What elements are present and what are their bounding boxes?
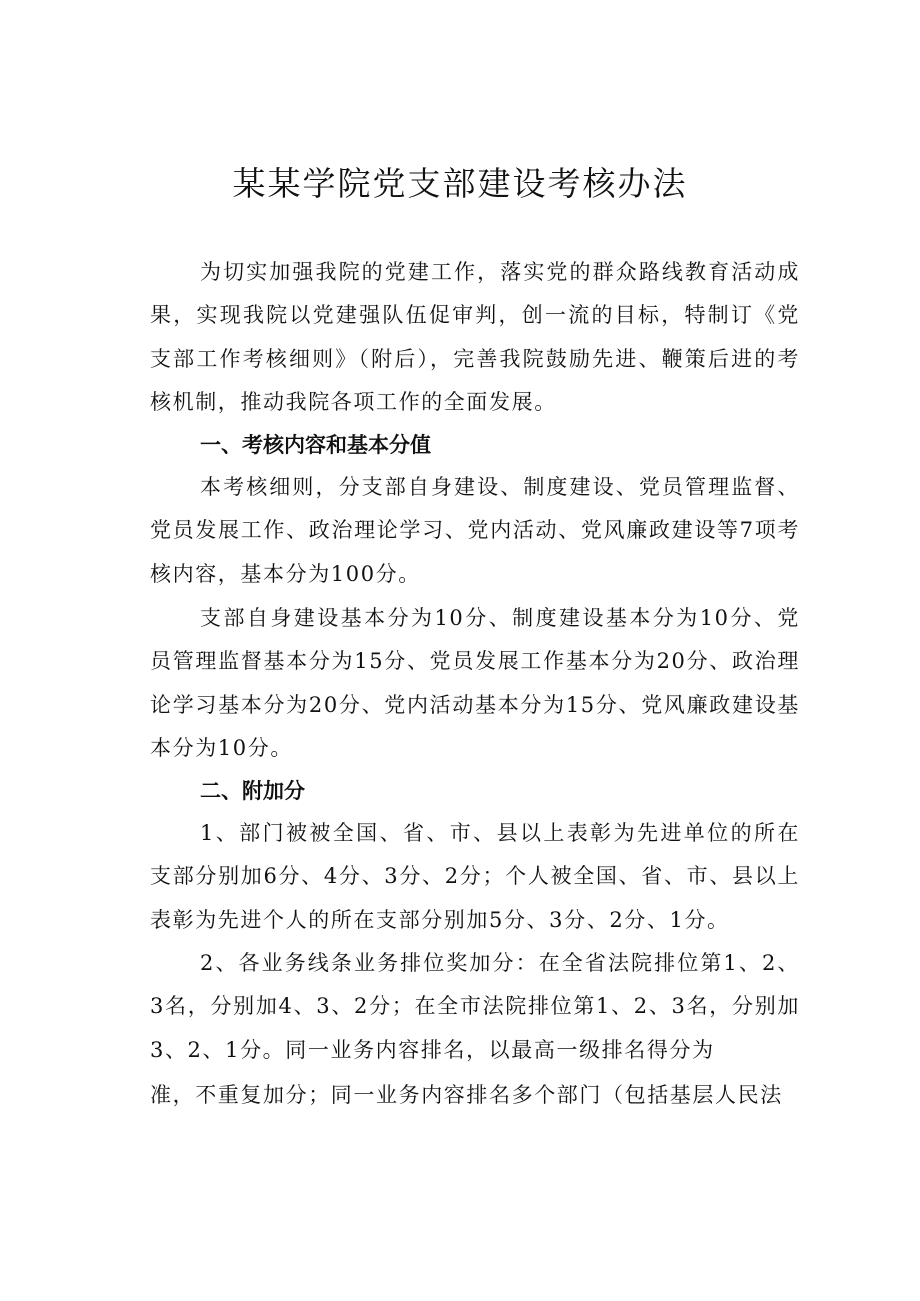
document-title: 某某学院党支部建设考核办法 [232, 164, 688, 203]
assessment-content-paragraph: 本考核细则，分支部自身建设、制度建设、党员管理监督、党员发展工作、政治理论学习、党内活动、党风廉政建设等7项考核内容，基本分为100分。 [150, 475, 800, 586]
section-heading-assessment-content: 一、考核内容和基本分值 [200, 433, 431, 457]
section-heading-bonus-points: 二、附加分 [200, 779, 305, 803]
bonus-commendation-paragraph: 1、部门被被全国、省、市、县以上表彰为先进单位的所在支部分别加6分、4分、3分、2分；个人被全国、省、市、县以上表彰为先进个人的所在支部分别加5分、3分、2分、1分。 [150, 821, 800, 932]
base-score-paragraph: 支部自身建设基本分为10分、制度建设基本分为10分、党员管理监督基本分为15分、党员发展工作基本分为20分、政治理论学习基本分为20分、党内活动基本分为15分、党风廉政建设基本分为10分。 [150, 606, 800, 760]
bonus-ranking-continuation: 准，不重复加分；同一业务内容排名多个部门（包括基层人民法 [150, 1083, 783, 1107]
bonus-ranking-paragraph: 2、各业务线条业务排位奖加分：在全省法院排位第1、2、3名，分别加4、3、2分；在全市法院排位第1、2、3名，分别加3、2、1分。同一业务内容排名，以最高一级排名得分为 [150, 951, 800, 1062]
intro-paragraph: 为切实加强我院的党建工作，落实党的群众路线教育活动成果，实现我院以党建强队伍促审判，创一流的目标，特制订《党支部工作考核细则》（附后），完善我院鼓励先进、鞭策后进的考核机制，推动我院各项工作的全面发展。 [150, 260, 800, 414]
